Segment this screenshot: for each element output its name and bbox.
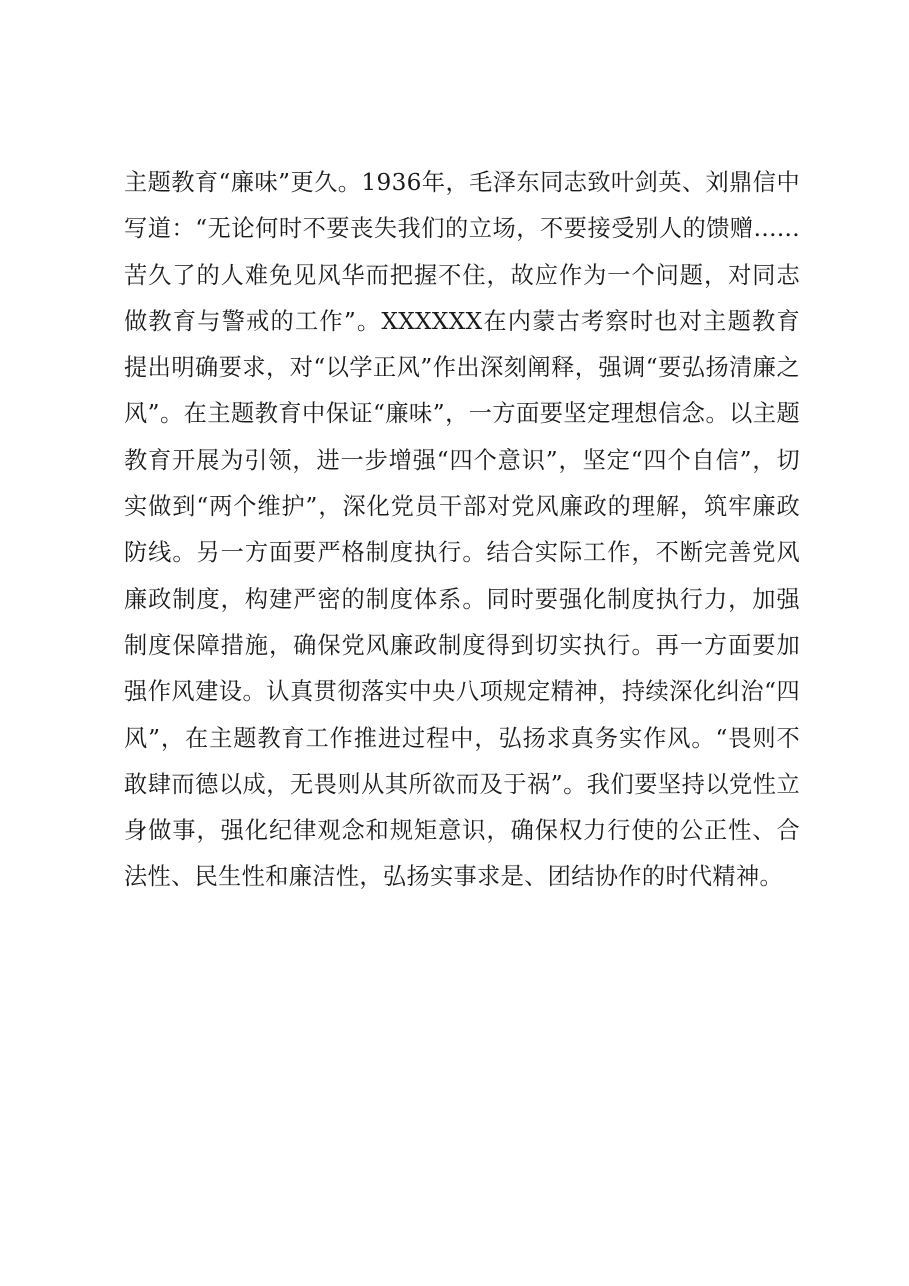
body-paragraph: 主题教育“廉味”更久。1936年，毛泽东同志致叶剑英、刘鼎信中写道：“无论何时不要丧失我们的立场，不要接受别人的馈赠......苦久了的人难免见风华而把握不住，故应作为一个问题，对同志做教育与警戒的工作”。XXXXXX在内蒙古考察时也对主题教育提出明确要求，对“以学正风”作出深刻阐释，强调“要弘扬清廉之风”。在主题教育中保证“廉味”，一方面要坚定理想信念。以主题教育开展为引领，进一步增强“四个意识”，坚定“四个自信”，切实做到“两个维护”，深化党员干部对党风廉政的理解，筑牢廉政防线。另一方面要严格制度执行。结合实际工作，不断完善党风廉政制度，构建严密的制度体系。同时要强化制度执行力，加强制度保障措施，确保党风廉政制度得到切实执行。再一方面要加强作风建设。认真贯彻落实中央八项规定精神，持续深化纠治“四风”，在主题教育工作推进过程中，弘扬求真务实作风。“畏则不敢肆而德以成，无畏则从其所欲而及于祸”。我们要坚持以党性立身做事，强化纪律观念和规矩意识，确保权力行使的公正性、合法性、民生性和廉洁性，弘扬实事求是、团结协作的时代精神。 — [124, 169, 800, 891]
